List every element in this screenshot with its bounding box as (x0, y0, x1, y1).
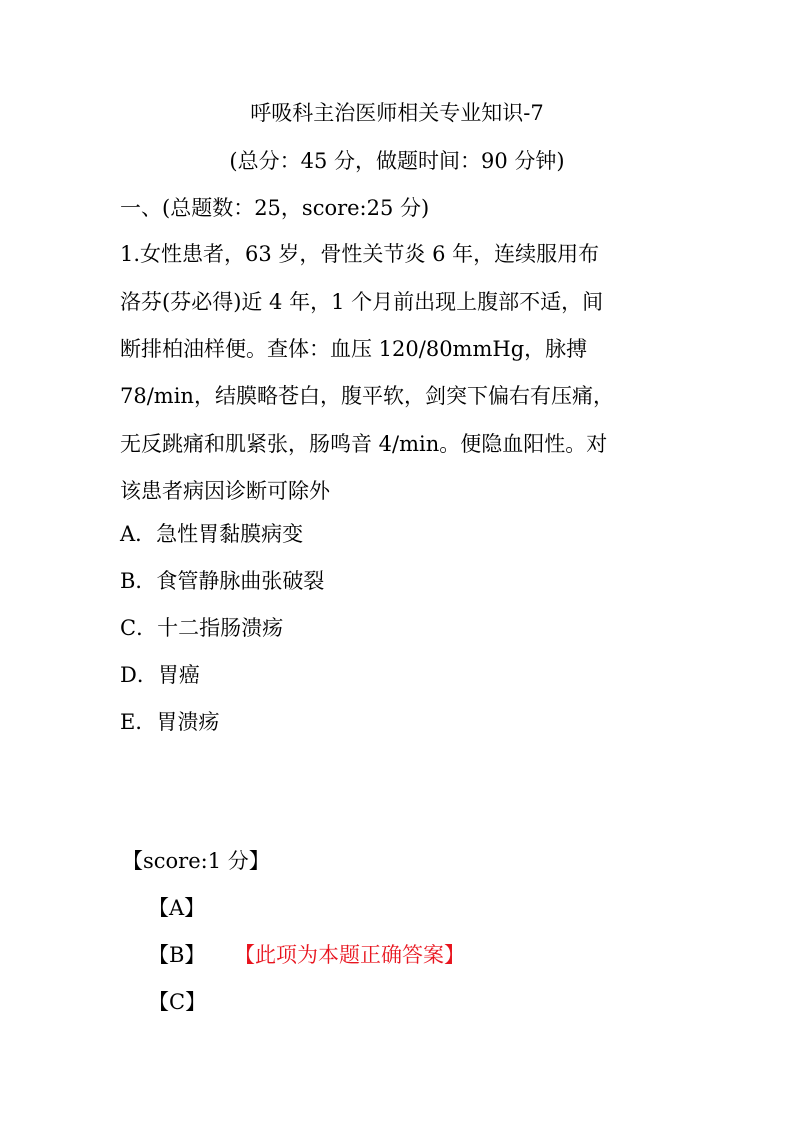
section-heading: 一、(总题数：25，score:25 分) (120, 196, 430, 220)
question-line: 洛芬(芬必得)近 4 年，1 个月前出现上腹部不适，间 (120, 290, 604, 314)
option-b: B．食管静脉曲张破裂 (120, 569, 325, 593)
question-line: 断排柏油样便。查体：血压 120/80mmHg，脉搏 (120, 337, 588, 361)
document-subtitle: (总分：45 分，做题时间：90 分钟) (229, 149, 565, 173)
correct-answer-note: 【此项为本题正确答案】 (234, 943, 465, 967)
option-c: C．十二指肠溃疡 (120, 616, 284, 640)
question-line: 该患者病因诊断可除外 (120, 479, 330, 503)
answer-choice-c: 【C】 (148, 990, 207, 1014)
score-label: 【score:1 分】 (122, 849, 270, 873)
option-a: A．急性胃黏膜病变 (120, 522, 304, 546)
document-title: 呼吸科主治医师相关专业知识-7 (250, 101, 544, 125)
option-e: E．胃溃疡 (120, 710, 220, 734)
question-line: 无反跳痛和肌紧张，肠鸣音 4/min。便隐血阳性。对 (120, 432, 608, 456)
answer-choice-b: 【B】 (148, 943, 206, 967)
question-line: 1.女性患者，63 岁，骨性关节炎 6 年，连续服用布 (120, 242, 600, 266)
question-line: 78/min，结膜略苍白，腹平软，剑突下偏右有压痛， (120, 384, 614, 408)
option-d: D．胃癌 (120, 663, 200, 687)
answer-choice-a: 【A】 (148, 896, 206, 920)
